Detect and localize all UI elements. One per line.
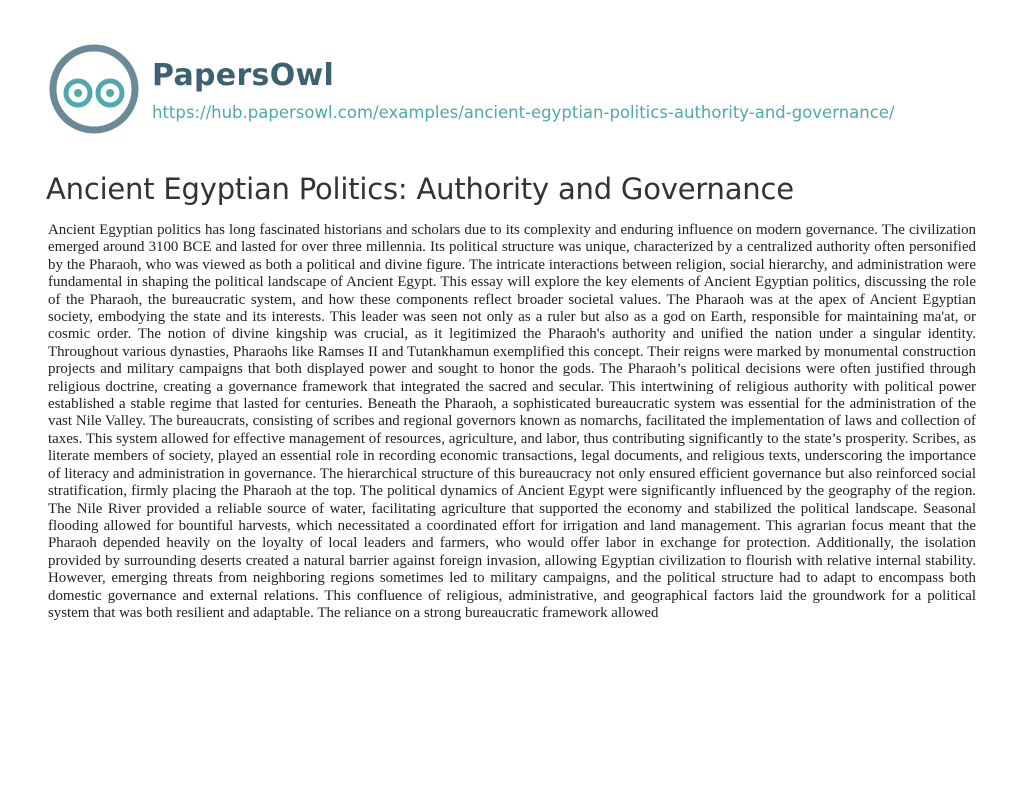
document-body: Ancient Egyptian politics has long fascinated historians and scholars due to its complexity and enduring influence on modern governance. The civilization emerged around 3100 BCE and lasted for over three millennia. Its political structure was unique, characterized by a centralized authority often personified by the Pharaoh, who was viewed as both a political and divine figure. The intricate interactions between religion, social hierarchy, and administration were fundamental in shaping the political landscape of Ancient Egypt. This essay will explore the key elements of Ancient Egyptian politics, discussing the role of the Pharaoh, the bureaucratic system, and how these components reflect broader societal values. The Pharaoh was at the apex of Ancient Egyptian society, embodying the state and its interests. This leader was seen not only as a ruler but also as a god on Earth, responsible for maintaining ma'at, or cosmic order. The notion of divine kingship was crucial, as it legitimized the Pharaoh's authority and unified the nation under a singular identity. Throughout various dynasties, Pharaohs like Ramses II and Tutankhamun exemplified this concept. Their reigns were marked by monumental construction projects and military campaigns that both displayed power and sought to honor the gods. The Pharaoh’s political decisions were often justified through religious doctrine, creating a governance framework that integrated the sacred and secular. This intertwining of religious authority with political power established a stable regime that lasted for centuries. Beneath the Pharaoh, a sophisticated bureaucratic system was essential for the administration of the vast Nile Valley. The bureaucrats, consisting of scribes and regional governors known as nomarchs, facilitated the implementation of laws and collection of taxes. This system allowed for effective management of resources, agriculture, and labor, thus contributing significantly to the state’s prosperity. Scribes, as literate members of society, played an essential role in recording economic transactions, legal documents, and religious texts, underscoring the importance of literacy and administration in governance. The hierarchical structure of this bureaucracy not only ensured efficient governance but also reinforced social stratification, firmly placing the Pharaoh at the top. The political dynamics of Ancient Egypt were significantly influenced by the geography of the region. The Nile River provided a reliable source of water, facilitating agriculture that supported the economy and stabilized the political landscape. Seasonal flooding allowed for bountiful harvests, which necessitated a coordinated effort for irrigation and land management. This agrarian focus meant that the Pharaoh depended heavily on the loyalty of local leaders and farmers, who would offer labor in exchange for protection. Additionally, the isolation provided by surrounding deserts created a natural barrier against foreign invasion, allowing Egyptian civilization to flourish with relative internal stability. However, emerging threats from neighboring regions sometimes led to military campaigns, and the political structure had to adapt to encompass both domestic governance and external relations. This confluence of religious, administrative, and geographical factors laid the groundwork for a political system that was both resilient and adaptable. The reliance on a strong bureaucratic framework allowed	[48, 222, 976, 621]
site-header	[46, 34, 895, 144]
brand-block	[152, 56, 895, 122]
source-url-link[interactable]: https://hub.papersowl.com/examples/ancient-egyptian-politics-authority-and-governance/	[152, 103, 895, 122]
owl-eyes-icon	[46, 41, 142, 137]
brand-name: PapersOwl	[152, 58, 335, 93]
document-title: Ancient Egyptian Politics: Authority and Governance	[46, 172, 794, 206]
